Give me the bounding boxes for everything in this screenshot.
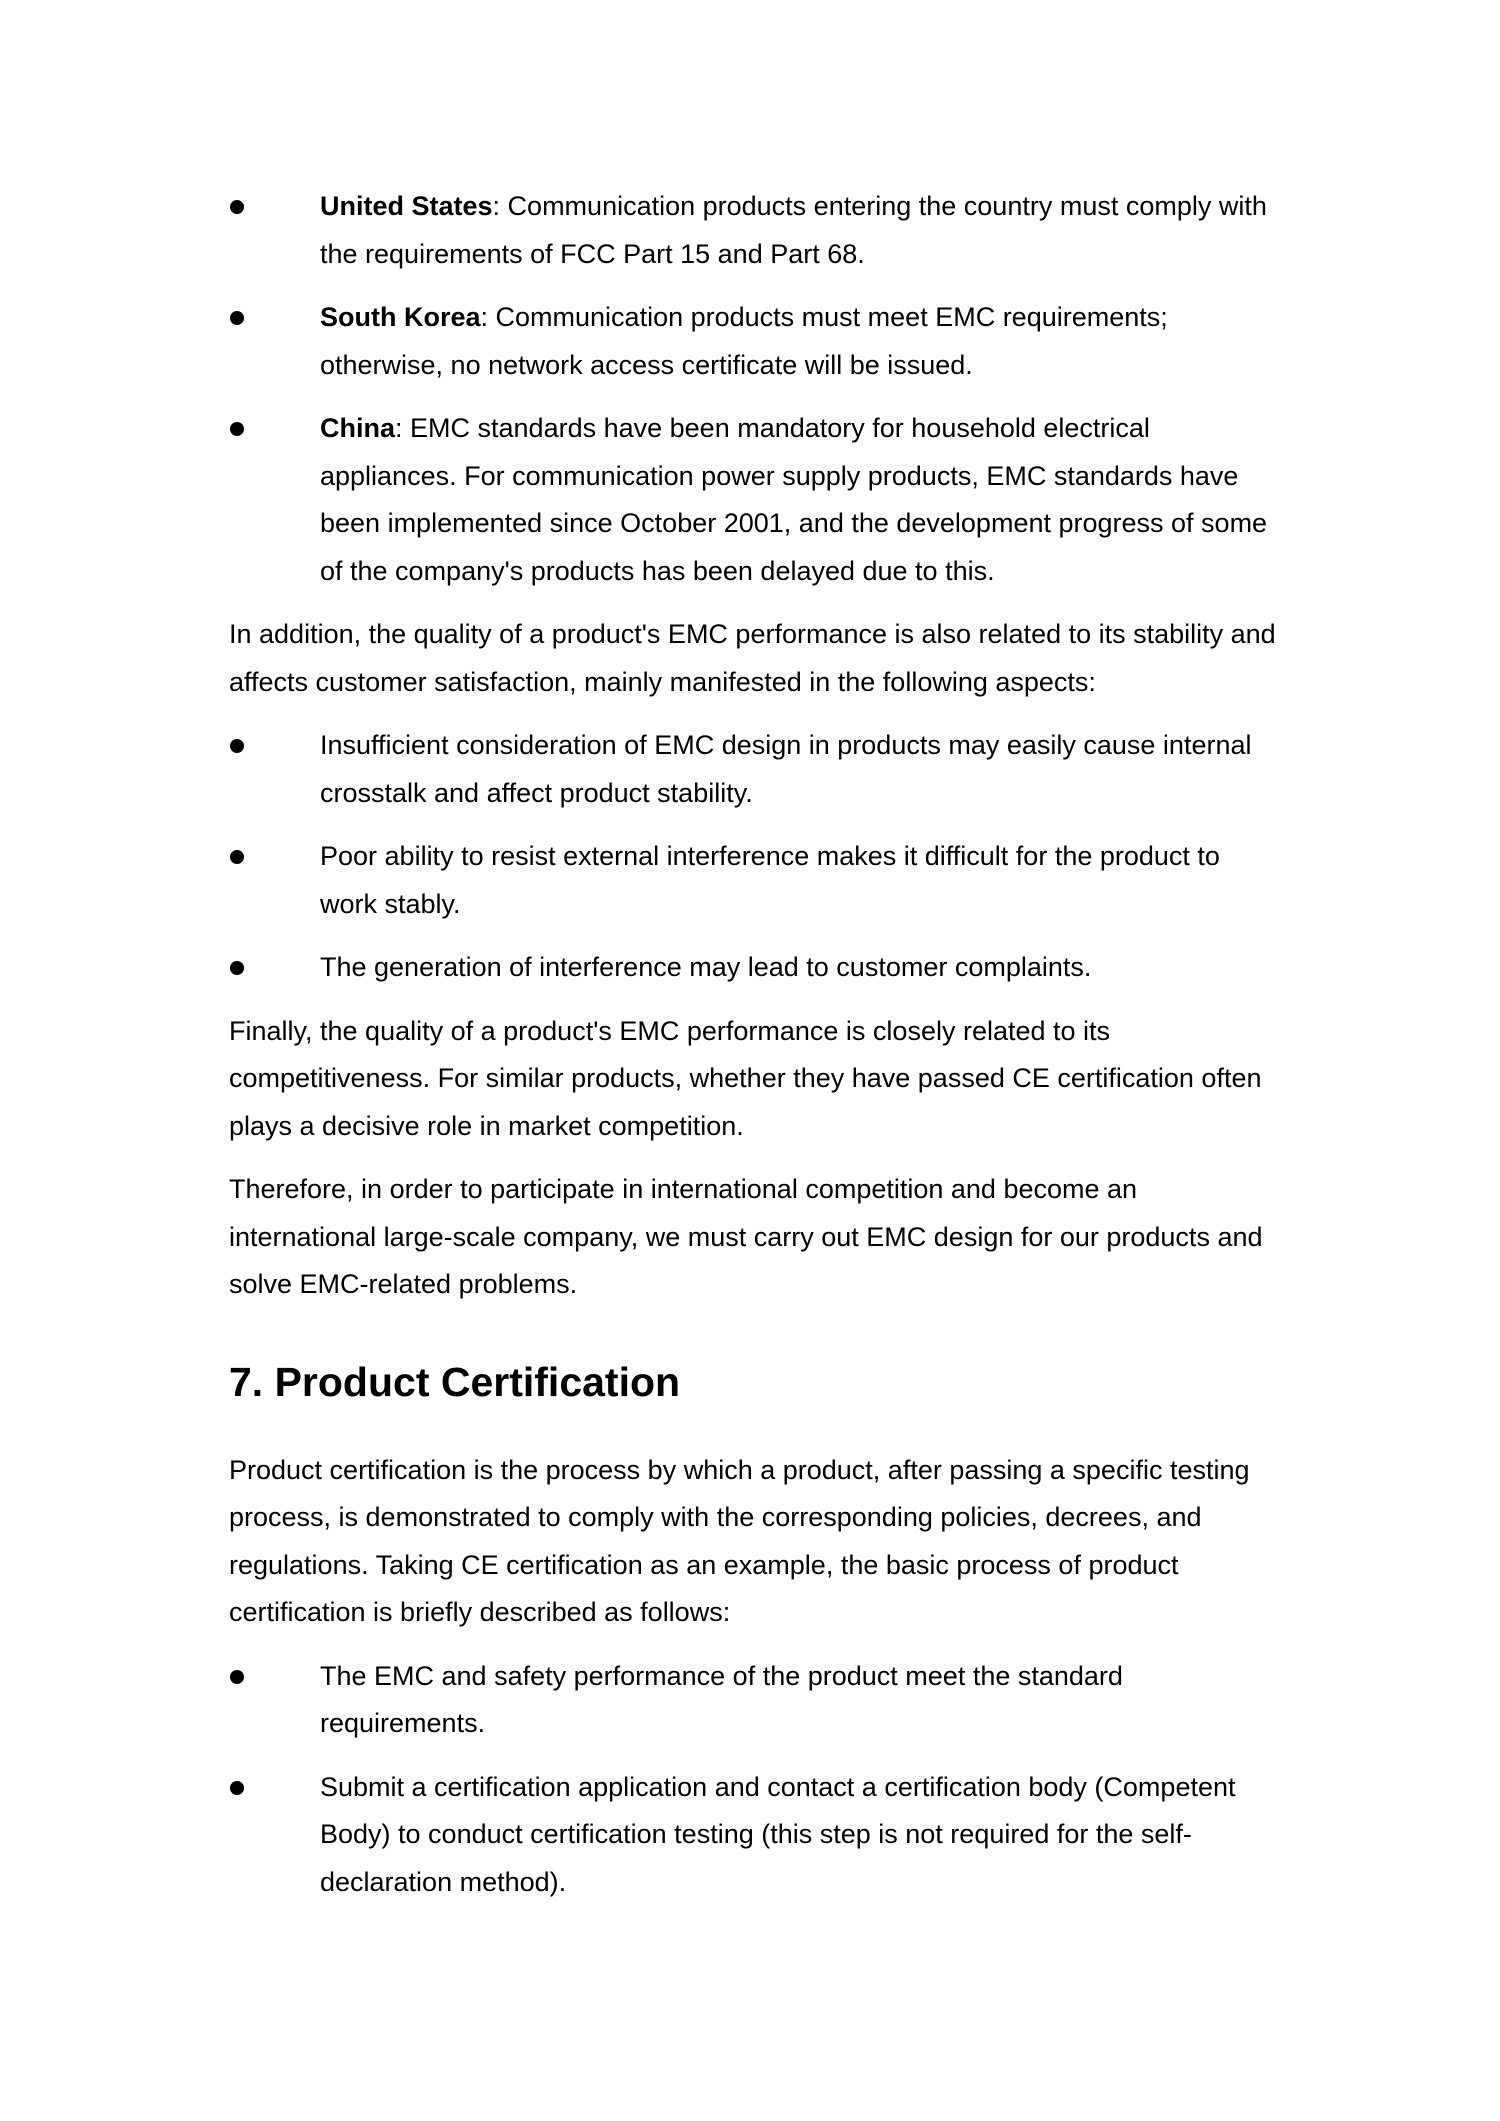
country-label: China: [320, 413, 396, 443]
list-item-south-korea: [229, 294, 1279, 389]
list-item: [229, 722, 1279, 817]
paragraph-competitiveness: Finally, the quality of a product's EMC performance is closely related to its competitiveness. For similar products, whether they have passed CE certification often plays a decisive role in market competition.: [229, 1015, 1262, 1141]
paragraph-stability: In addition, the quality of a product's EMC performance is also related to its stability and affects customer satisfaction, mainly manifested in the following aspects:: [229, 619, 1276, 697]
list-item-text: [320, 302, 1168, 380]
list-item-china: [229, 405, 1279, 595]
list-item-text: The generation of interference may lead to customer complaints.: [320, 952, 1092, 982]
list-item-text: The EMC and safety performance of the product meet the standard requirements.: [320, 1660, 1123, 1738]
country-label: United States: [320, 191, 493, 221]
list-item: [229, 1764, 1279, 1907]
country-description: : Communication products must meet EMC requirements; otherwise, no network access certificate will be issued.: [320, 302, 1168, 380]
country-description: : Communication products entering the country must comply with the requirements of FCC Part 15 and Part 68.: [320, 191, 1267, 269]
country-description: : EMC standards have been mandatory for household electrical appliances. For communication power supply products, EMC standards have been implemented since October 2001, and the development progress of some of the company's products has been delayed due to this.: [320, 413, 1268, 586]
country-label: South Korea: [320, 302, 481, 332]
list-item: [229, 833, 1279, 928]
bullet-icon: [230, 311, 244, 325]
document-page: [229, 183, 1279, 1922]
bullet-icon: [230, 739, 244, 753]
paragraph-certification: Product certification is the process by which a product, after passing a specific testing process, is demonstrated to comply with the corresponding policies, decrees, and regulations. Taking CE certification as an example, the basic process of product certification is briefly described as follows:: [229, 1454, 1250, 1627]
list-item: [229, 944, 1279, 992]
bullet-icon: [230, 200, 244, 214]
list-item-text: [320, 413, 1267, 586]
bullet-icon: [230, 1670, 244, 1684]
list-item-text: Poor ability to resist external interference makes it difficult for the product to work stably.: [320, 841, 1220, 919]
paragraph-therefore: Therefore, in order to participate in international competition and become an international large-scale company, we must carry out EMC design for our products and solve EMC-related problems.: [229, 1174, 1263, 1299]
list-item-text: Submit a certification application and contact a certification body (Competent Body) to conduct certification testing (this step is not required for the self-declaration method).: [320, 1771, 1236, 1897]
bullet-icon: [230, 1781, 244, 1795]
section-heading: 7. Product Certification: [229, 1358, 681, 1405]
list-item-text: [320, 191, 1267, 269]
list-item-text: Insufficient consideration of EMC design in products may easily cause internal crosstalk and affect product stability.: [320, 730, 1252, 808]
list-item-united-states: [229, 183, 1279, 278]
list-item: [229, 1653, 1279, 1748]
bullet-icon: [230, 961, 244, 975]
bullet-icon: [230, 850, 244, 864]
bullet-icon: [230, 422, 244, 436]
